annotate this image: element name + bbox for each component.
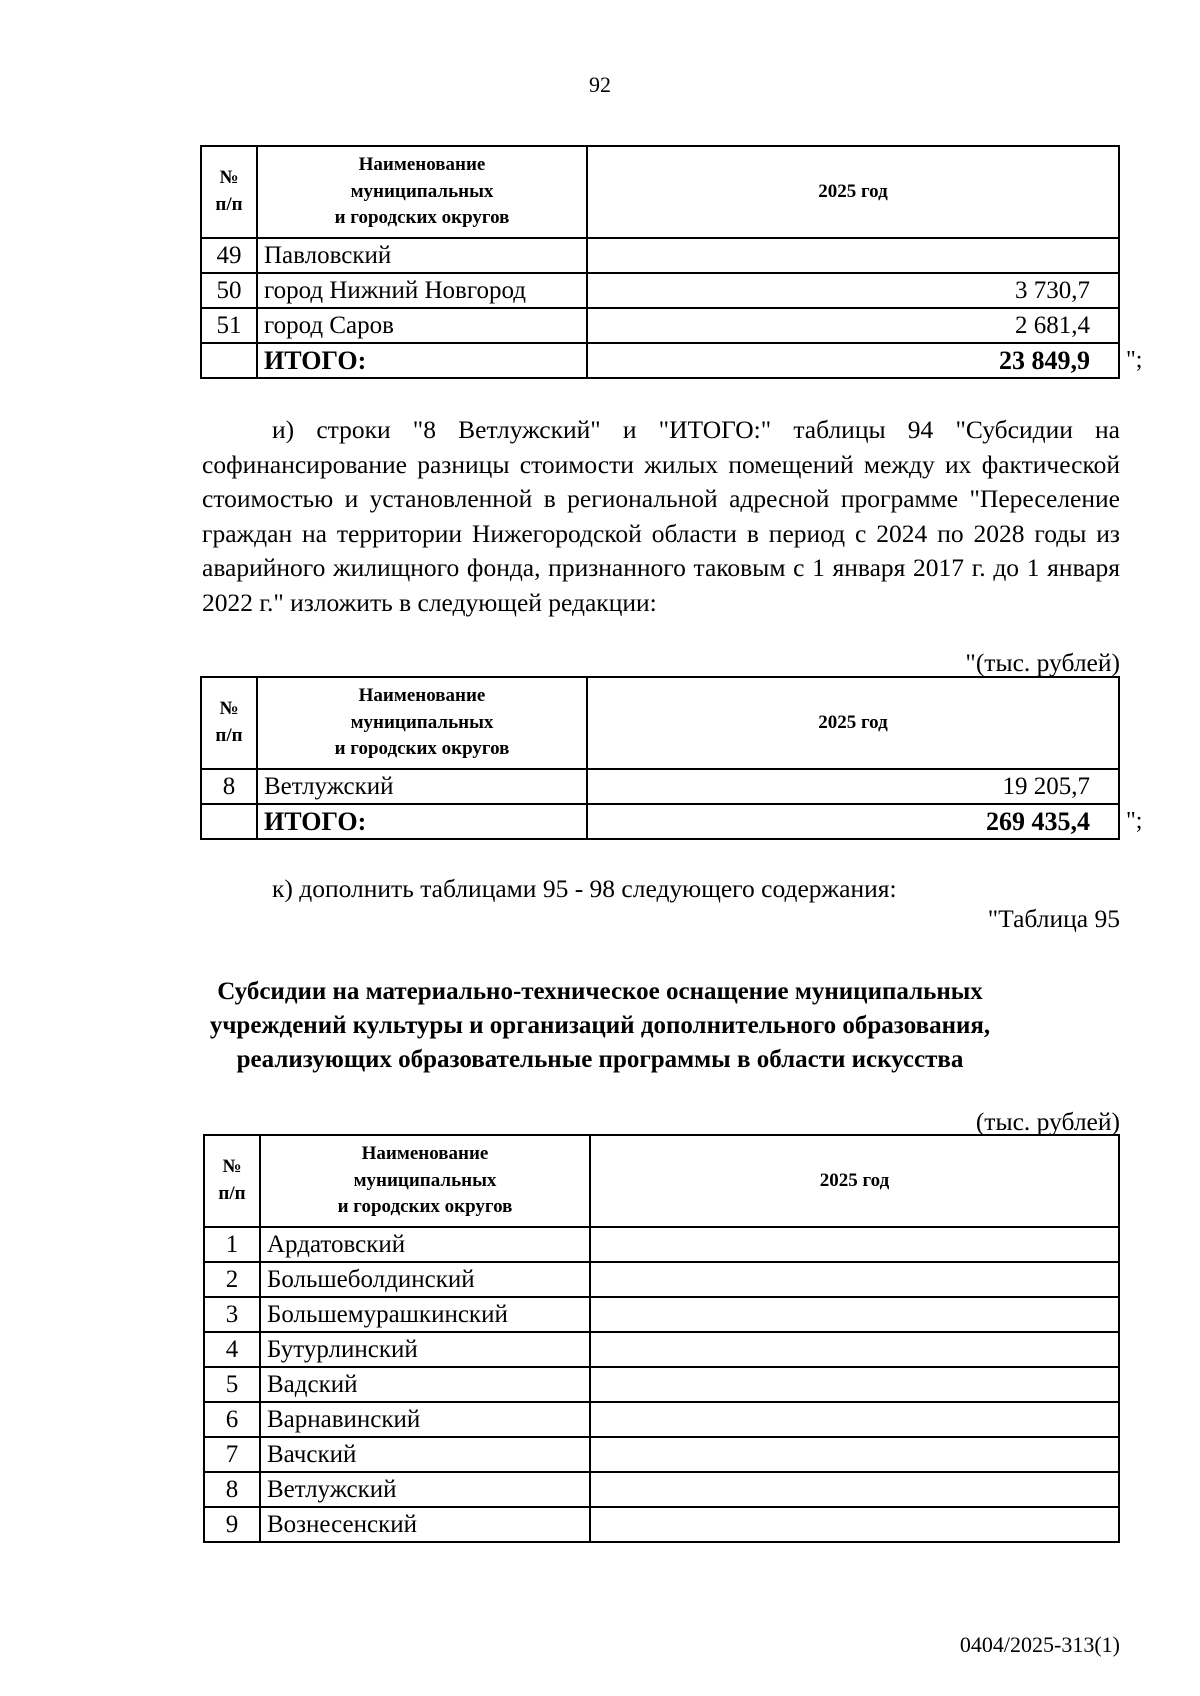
table-row: [204, 1297, 1119, 1332]
row-name: город Нижний Новгород: [257, 273, 587, 308]
row-name: Варнавинский: [260, 1402, 590, 1437]
row-num: 6: [204, 1402, 260, 1437]
row-num: 8: [204, 1472, 260, 1507]
table-label: "Таблица 95: [987, 904, 1120, 933]
page-number: 92: [589, 72, 611, 97]
paragraph-k: к) дополнить таблицами 95 - 98 следующего содержания:: [272, 874, 897, 903]
header-name: Наименование муниципальных и городских округов: [257, 146, 587, 238]
row-name: Вадский: [260, 1367, 590, 1402]
row-num: 7: [204, 1437, 260, 1472]
paragraph-i: и) строки "8 Ветлужский" и "ИТОГО:" таблицы 94 "Субсидии на софинансирование разницы стоимости жилых помещений между их фактической стоимостью и установленной в региональной адресной программе "Переселение граждан на территории Нижегородской области в период с 2024 по 2028 годы из аварийного жилищного фонда, признанного таковым с 1 января 2017 г. до 1 января 2022 г." изложить в следующей редакции:: [202, 415, 1120, 617]
table-row: [204, 1472, 1119, 1507]
table-row: [204, 1507, 1119, 1542]
row-value: 19 205,7: [587, 769, 1119, 804]
row-num: 4: [204, 1332, 260, 1367]
total-label: ИТОГО:: [257, 343, 587, 378]
total-row: [201, 343, 1119, 378]
row-value: [590, 1472, 1119, 1507]
row-value: [590, 1262, 1119, 1297]
row-value: [590, 1297, 1119, 1332]
header-year: 2025 год: [587, 677, 1119, 769]
row-value: [590, 1332, 1119, 1367]
table-header-row: [204, 1135, 1119, 1227]
row-num: 51: [201, 308, 257, 343]
row-name: Большеболдинский: [260, 1262, 590, 1297]
table-94-excerpt: [200, 676, 1120, 840]
row-num: 1: [204, 1227, 260, 1262]
row-value: [590, 1402, 1119, 1437]
table-row: [201, 238, 1119, 273]
units-label: "(тыс. рублей): [965, 648, 1120, 677]
row-value: [590, 1507, 1119, 1542]
row-num: 9: [204, 1507, 260, 1542]
total-value: 23 849,9: [587, 343, 1119, 378]
table-continuation: [200, 145, 1120, 379]
row-name: Ардатовский: [260, 1227, 590, 1262]
row-value: [590, 1437, 1119, 1472]
table-row: [204, 1227, 1119, 1262]
row-name: Вачский: [260, 1437, 590, 1472]
document-code: 0404/2025-313(1): [959, 1632, 1120, 1657]
table-row: [201, 769, 1119, 804]
table-header-row: [201, 677, 1119, 769]
total-num: [201, 343, 257, 378]
closing-quote: ";: [1126, 808, 1143, 834]
total-label: ИТОГО:: [257, 804, 587, 839]
header-num: № п/п: [201, 677, 257, 769]
table-row: [201, 273, 1119, 308]
total-row: [201, 804, 1119, 839]
table-row: [204, 1367, 1119, 1402]
table-header-row: [201, 146, 1119, 238]
total-value: 269 435,4: [587, 804, 1119, 839]
table-row: [204, 1402, 1119, 1437]
row-value: [590, 1227, 1119, 1262]
table-row: [201, 308, 1119, 343]
row-value: [587, 238, 1119, 273]
table-row: [204, 1262, 1119, 1297]
row-num: 8: [201, 769, 257, 804]
row-num: 2: [204, 1262, 260, 1297]
table-row: [204, 1437, 1119, 1472]
row-num: 3: [204, 1297, 260, 1332]
row-num: 5: [204, 1367, 260, 1402]
header-name: Наименование муниципальных и городских округов: [260, 1135, 590, 1227]
header-name: Наименование муниципальных и городских округов: [257, 677, 587, 769]
header-year: 2025 год: [590, 1135, 1119, 1227]
table-95-title: Субсидии на материально-техническое оснащение муниципальных учреждений культуры и организаций дополнительного образования, реализующих образовательные программы в области искусства: [209, 978, 991, 1073]
row-name: город Саров: [257, 308, 587, 343]
table-row: [204, 1332, 1119, 1367]
row-name: Павловский: [257, 238, 587, 273]
row-name: Ветлужский: [260, 1472, 590, 1507]
total-num: [201, 804, 257, 839]
row-name: Вознесенский: [260, 1507, 590, 1542]
row-num: 49: [201, 238, 257, 273]
row-name: Большемурашкинский: [260, 1297, 590, 1332]
header-year: 2025 год: [587, 146, 1119, 238]
row-name: Бутурлинский: [260, 1332, 590, 1367]
row-value: 2 681,4: [587, 308, 1119, 343]
header-num: № п/п: [201, 146, 257, 238]
closing-quote: ";: [1126, 347, 1143, 373]
header-num: № п/п: [204, 1135, 260, 1227]
row-name: Ветлужский: [257, 769, 587, 804]
units-label: (тыс. рублей): [975, 1107, 1120, 1136]
table-95: [203, 1134, 1120, 1543]
row-value: [590, 1367, 1119, 1402]
row-value: 3 730,7: [587, 273, 1119, 308]
row-num: 50: [201, 273, 257, 308]
